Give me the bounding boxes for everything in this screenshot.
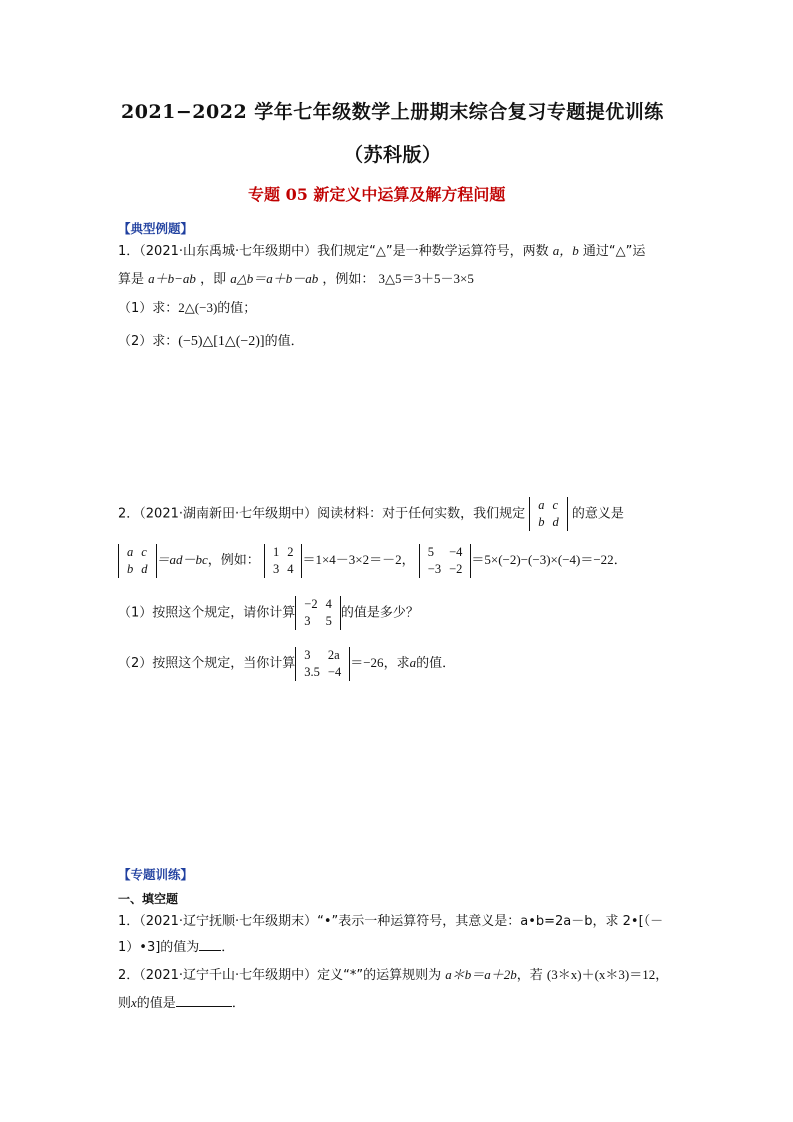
t1-text: 1）•3]的值为 <box>118 940 200 955</box>
q1-expr2: a△b＝a＋b－ab <box>230 271 319 286</box>
t2-text: 2．（2021·辽宁千山·七年级期中）定义“*”的运算规则为 <box>118 968 442 983</box>
t2-text-d: 则 <box>118 996 132 1011</box>
q2-sub1-determinant <box>295 596 341 630</box>
matrix-cell: −4 <box>449 544 463 559</box>
matrix-cell: c <box>141 544 147 559</box>
q2-ex2-determinant <box>419 544 472 578</box>
t2-text-e: 的值是 <box>136 996 176 1011</box>
matrix-cell: 3 <box>304 647 311 662</box>
q2-sub2-determinant <box>295 647 350 681</box>
q2-sub1-label: （1）按照这个规定，请你计算 <box>118 605 296 621</box>
page-subtitle: （苏科版） <box>344 144 442 166</box>
q1-sub2-expr: (−5)△[1△(−2)] <box>178 334 265 349</box>
t2-line1 <box>118 964 668 983</box>
t2-end: ． <box>231 996 245 1011</box>
q2-sub2-label: （2）按照这个规定，当你计算 <box>118 656 296 671</box>
t1-line2 <box>118 936 234 955</box>
matrix-cell: a <box>127 544 134 559</box>
answer-blank[interactable] <box>199 938 221 951</box>
q1-sub2-label: （2）求： <box>118 334 179 349</box>
q1-text-c: 算是 <box>118 272 145 287</box>
q1-expr1: a＋b−ab <box>148 271 196 286</box>
matrix-cell: −2 <box>304 597 318 611</box>
q2-def-rhs: ＝ad－bc <box>156 552 208 567</box>
matrix-cell: 3.5 <box>304 664 320 679</box>
t2-text-c: ， <box>655 968 669 983</box>
q2-sub1 <box>118 596 419 631</box>
q2-ex1-rhs: ＝1×4－3×2＝－2 <box>302 552 402 567</box>
q2-def-determinant <box>529 497 568 531</box>
q2-end-mark: ． <box>613 553 627 568</box>
q1-sub1-end: 的值； <box>217 301 257 316</box>
q2-def-determinant-2 <box>118 544 157 578</box>
matrix-cell: 3 <box>304 614 311 628</box>
q2-ex1-determinant <box>264 544 303 578</box>
q1-sub1-label: （1）求： <box>118 301 179 316</box>
t2-expr2: (3＊x)＋(x＊3)＝12 <box>546 967 656 982</box>
section-examples-label: 【典型例题】 <box>118 221 194 236</box>
q2-sub2-rhs: ＝−26 <box>350 655 384 670</box>
q1-example: 3△5＝3＋5－3×5 <box>378 271 474 286</box>
q2-sub2-var: a <box>409 655 417 670</box>
q2-ex2-rhs: ＝5×(−2)−(−3)×(−4)＝−22 <box>471 552 614 567</box>
matrix-cell: 2 <box>287 544 294 559</box>
q1-text-b: 通过“△”运 <box>582 244 646 259</box>
matrix-cell: −4 <box>327 664 342 679</box>
q1-sub1-expr: 2△(−3) <box>178 300 218 315</box>
q2-line2 <box>118 543 627 578</box>
t2-var: x <box>131 995 137 1010</box>
matrix-cell: a <box>538 498 545 512</box>
q2-example-label: ，例如： <box>207 553 260 568</box>
matrix-cell: d <box>141 561 148 576</box>
q1-text-e: ，例如： <box>322 272 375 287</box>
t1-line1: 1．（2021·辽宁抚顺·七年级期末）“•”表示一种运算符号，其意义是：a•b=2a－b，求 2•[（－ <box>118 914 664 929</box>
q2-sub2 <box>118 646 455 681</box>
matrix-cell: 4 <box>287 561 294 576</box>
q1-sub1 <box>118 297 256 316</box>
matrix-cell: b <box>538 515 545 529</box>
matrix-cell: b <box>127 561 134 576</box>
matrix-cell: d <box>552 515 559 529</box>
q1-text: 1．（2021·山东禹城·七年级期中）我们规定“△”是一种数学运算符号，两数 <box>118 244 549 259</box>
matrix-cell: −2 <box>449 561 463 576</box>
matrix-cell: −3 <box>427 561 442 576</box>
matrix-cell: 5 <box>427 544 435 559</box>
matrix-cell: c <box>552 498 559 512</box>
q1-sub2 <box>118 330 304 350</box>
q2-line1 <box>118 497 624 532</box>
topic-heading: 专题 05 新定义中运算及解方程问题 <box>248 185 506 204</box>
t2-text-b: ，若 <box>516 968 543 983</box>
t2-line2 <box>118 992 245 1011</box>
q2-sub2-end: 的值． <box>416 656 456 671</box>
matrix-cell: 1 <box>272 544 280 559</box>
matrix-cell: 4 <box>325 597 332 611</box>
q1-sub2-end: 的值． <box>264 334 304 349</box>
q2-text-end: 的意义是 <box>571 506 624 522</box>
q2-sub1-end: 的值是多少？ <box>340 605 419 621</box>
answer-blank[interactable] <box>176 994 232 1007</box>
q2-separator: ， <box>401 553 415 568</box>
q2-sub2-text: ，求 <box>383 656 410 671</box>
q1-line2 <box>118 268 474 287</box>
matrix-cell: 2a <box>327 647 340 662</box>
q1-text-d: ，即 <box>200 272 227 287</box>
t2-expr: a＊b＝a＋2b <box>445 967 517 982</box>
t1-end: ． <box>221 940 235 955</box>
matrix-cell: 3 <box>272 561 280 576</box>
q1-line1 <box>118 240 645 259</box>
q1-vars: a，b <box>552 243 579 258</box>
section-training-label: 【专题训练】 <box>118 867 194 882</box>
part-one-heading: 一、填空题 <box>118 892 179 906</box>
matrix-cell: 5 <box>325 614 332 628</box>
page-title: 2021−2022 学年七年级数学上册期末综合复习专题提优训练 <box>121 101 664 123</box>
q2-text: 2．（2021·湖南新田·七年级期中）阅读材料：对于任何实数，我们规定 <box>118 506 526 522</box>
